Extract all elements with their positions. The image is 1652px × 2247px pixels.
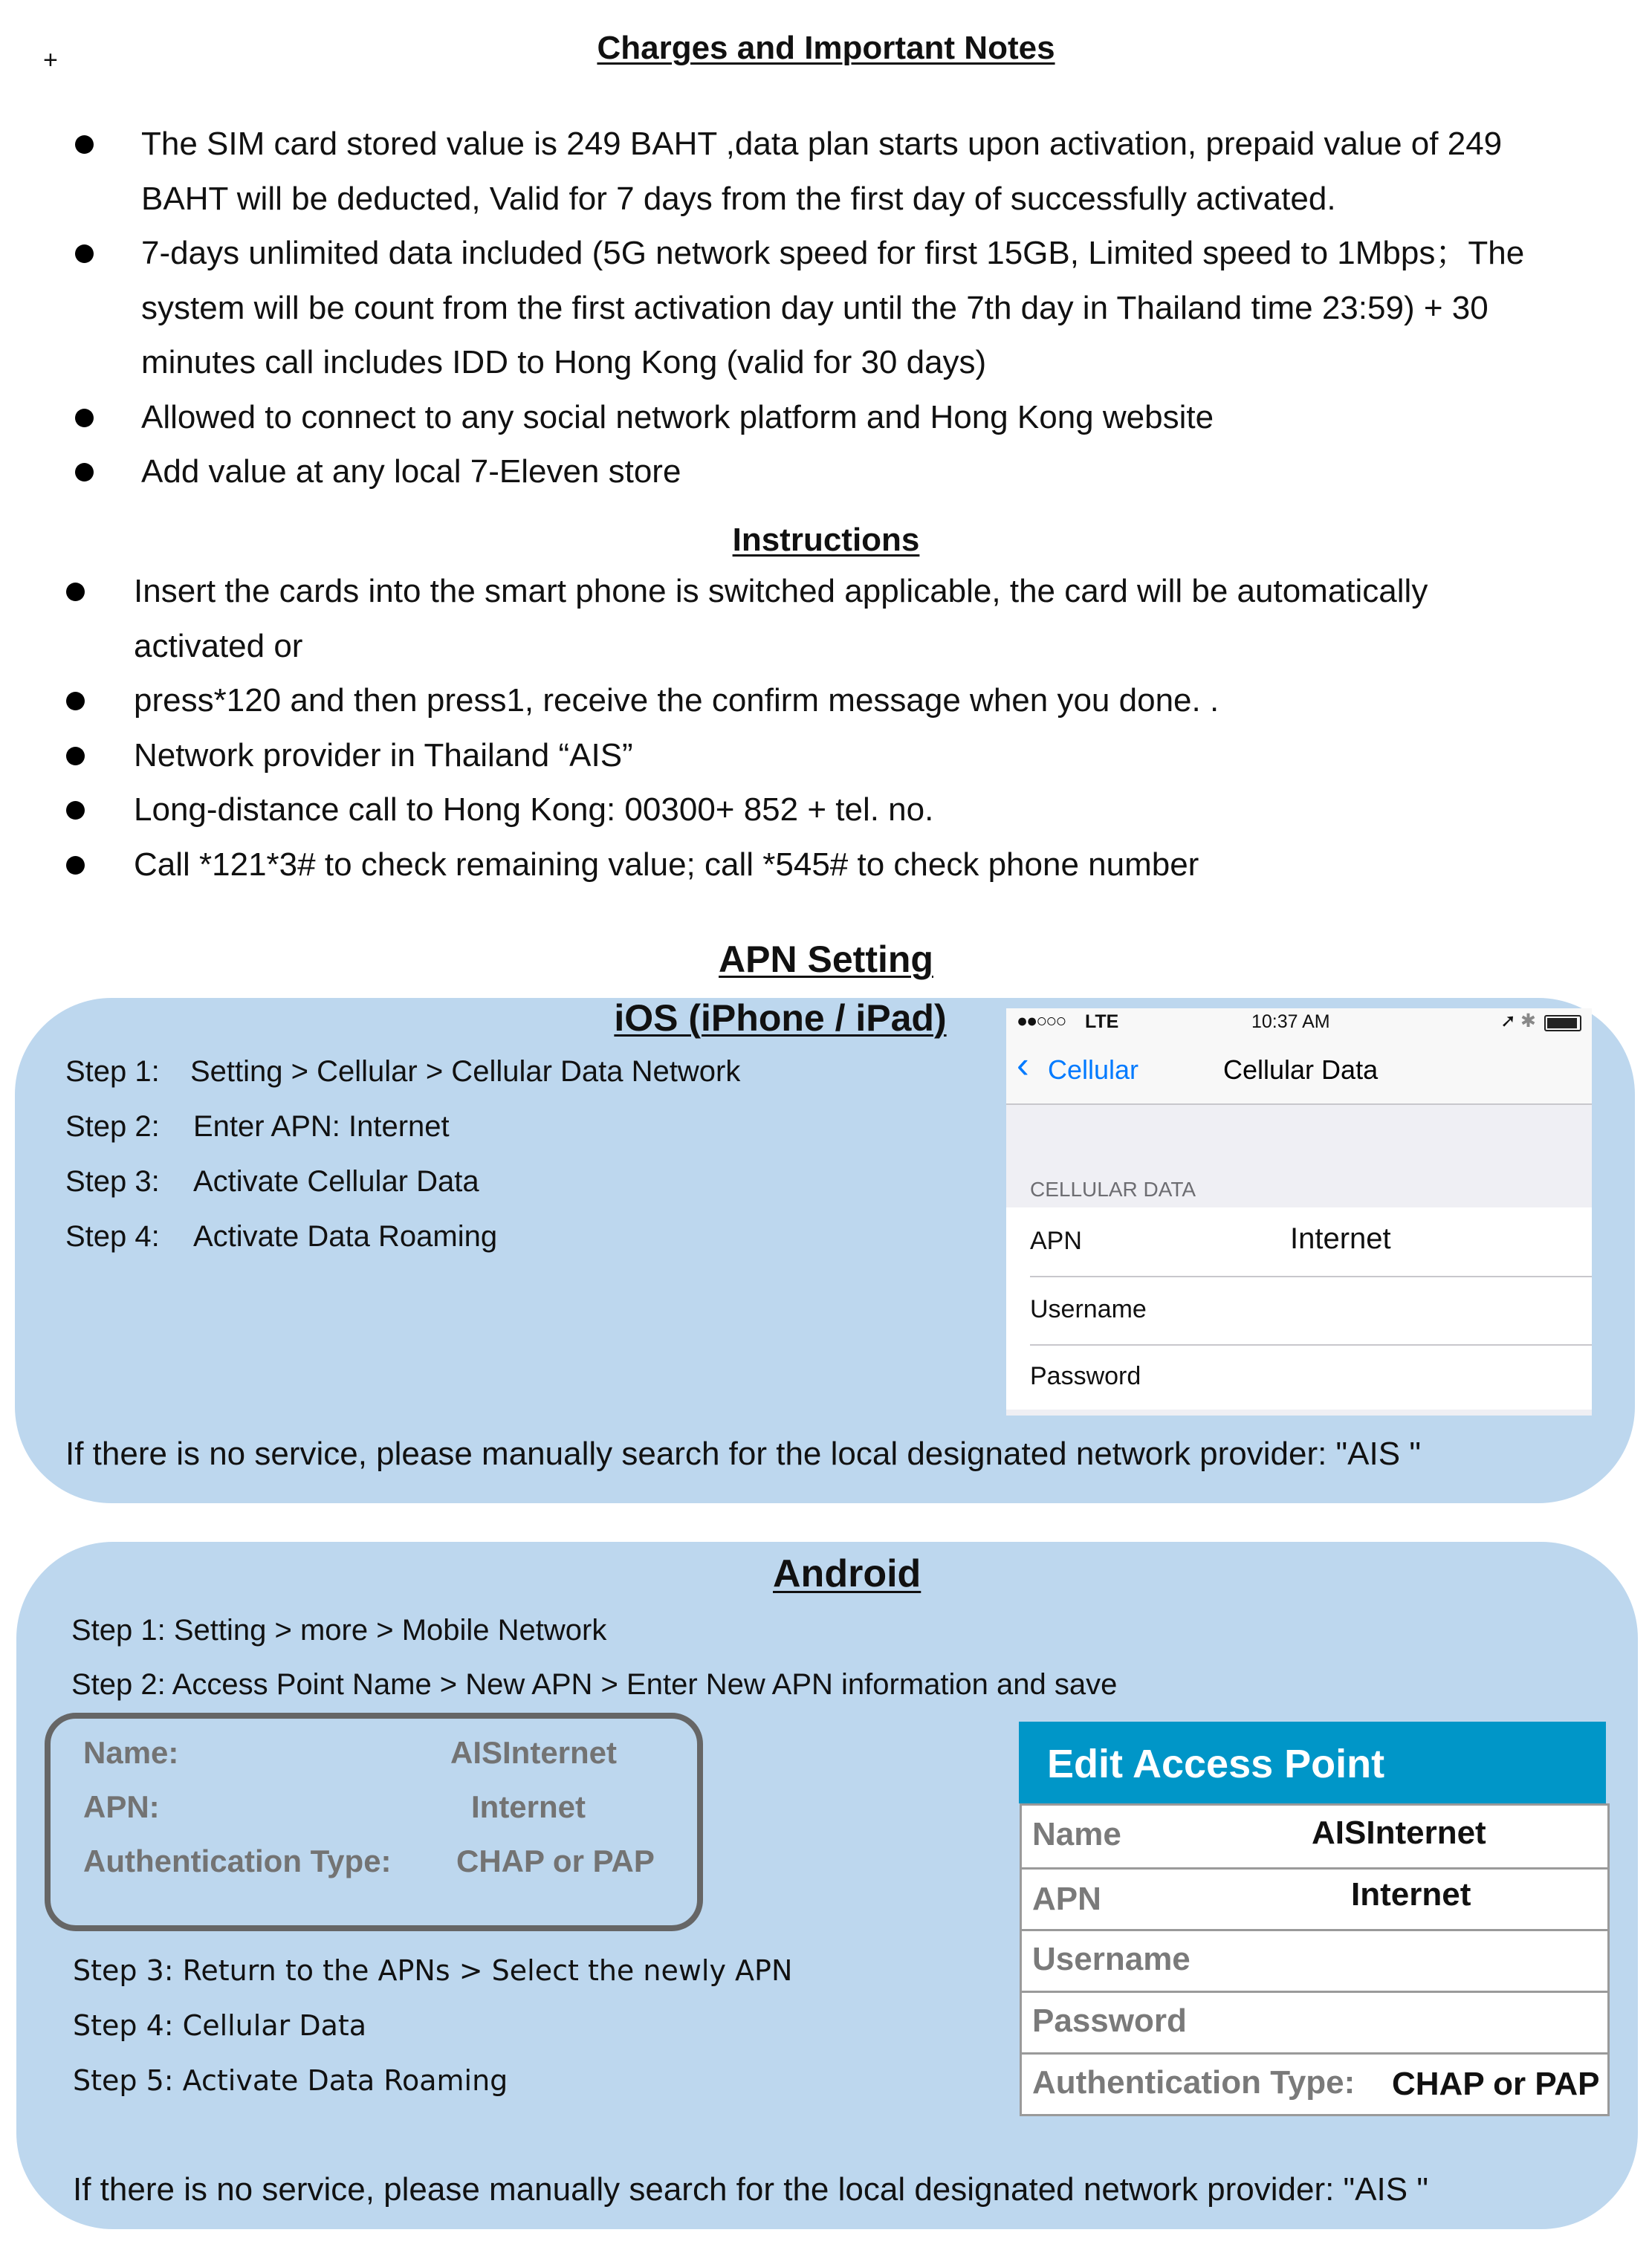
android-title: Android [773, 1552, 921, 1595]
password-field-row[interactable]: Password [1022, 1991, 1607, 2055]
list-item: Insert the cards into the smart phone is switched applicable, the card will be automatically activated or [0, 564, 1501, 673]
auth-type-field[interactable]: CHAP or PAP [1392, 2066, 1600, 2102]
list-item: press*120 and then press1, receive the confirm message when you done. . [0, 673, 1501, 728]
password-row[interactable]: Password [1006, 1346, 1592, 1410]
auth-type-field-row[interactable]: Authentication Type: CHAP or PAP [1032, 2064, 1600, 2102]
android-no-service-note: If there is no service, please manually search for the local designated network provider: "AIS " [73, 2171, 1428, 2208]
bullet-icon [66, 856, 85, 875]
signal-icon: ●●○○○ [1017, 1011, 1066, 1031]
edit-access-point-header: Edit Access Point [1019, 1722, 1606, 1803]
plus-mark: + [43, 46, 58, 74]
ios-screenshot [1006, 1008, 1592, 1416]
list-item: Allowed to connect to any social network platform and Hong Kong website [0, 390, 1568, 445]
list-item: Network provider in Thailand “AIS” [0, 728, 1501, 783]
name-field-row[interactable]: Name AISInternet [1022, 1806, 1607, 1870]
chevron-left-icon[interactable]: ‹ [1017, 1044, 1029, 1086]
android-step-1: Step 1: Setting > more > Mobile Network [71, 1614, 607, 1647]
android-step-3: Step 3: Return to the APNs > Select the newly APN [73, 1954, 793, 1987]
apn-field[interactable]: Internet [1290, 1222, 1391, 1255]
charges-list [0, 117, 1568, 499]
battery-icon [1544, 1015, 1581, 1031]
bullet-icon [75, 244, 94, 263]
carrier-label: LTE [1085, 1011, 1119, 1032]
nav-bar [1006, 1035, 1592, 1105]
instructions-title: Instructions [732, 522, 920, 558]
username-field-row[interactable]: Username [1022, 1929, 1607, 1993]
apn-field[interactable]: Internet [1351, 1876, 1471, 1913]
list-item: Call *121*3# to check remaining value; call *545# to check phone number [0, 837, 1501, 892]
bullet-icon [66, 801, 85, 820]
bullet-icon [66, 692, 85, 710]
section-header: CELLULAR DATA [1030, 1178, 1196, 1201]
apn-field-row[interactable]: APN Internet [1022, 1867, 1607, 1931]
ios-no-service-note: If there is no service, please manually search for the local designated network provider: "AIS " [65, 1436, 1421, 1472]
username-row[interactable]: Username [1006, 1277, 1592, 1346]
list-item: The SIM card stored value is 249 BAHT ,data plan starts upon activation, prepaid value of 249 BAHT will be deducted, Valid for 7 days from the first day of successfully activated. [0, 117, 1568, 226]
apn-config-box: Name: AISInternet APN: Internet Authentication Type: CHAP or PAP [45, 1713, 703, 1931]
list-item: 7-days unlimited data included (5G network speed for first 15GB, Limited speed to 1Mbps；The system will be count from the first activation day until the 7th day in Thailand time 23:59) + 30 minutes call includes IDD to Hong Kong (valid for 30 days) [0, 226, 1568, 390]
bullet-icon [66, 747, 85, 765]
charges-title: Charges and Important Notes [597, 30, 1055, 66]
screen-title: Cellular Data [1223, 1054, 1379, 1085]
status-time: 10:37 AM [1251, 1011, 1330, 1032]
instructions-list [0, 564, 1501, 892]
bullet-icon [75, 135, 94, 154]
android-step-2: Step 2: Access Point Name > New APN > Enter New APN information and save [71, 1668, 1118, 1701]
location-icon: ➚ [1500, 1011, 1516, 1031]
ios-step-4: Step 4: Activate Data Roaming [65, 1220, 498, 1253]
list-item: Long-distance call to Hong Kong: 00300+ 852 + tel. no. [0, 782, 1501, 837]
list-item: Add value at any local 7-Eleven store [0, 444, 1568, 499]
apn-setting-title: APN Setting [719, 938, 933, 980]
ios-step-2: Step 2: Enter APN: Internet [65, 1110, 450, 1143]
bullet-icon [66, 583, 85, 601]
ios-title: iOS (iPhone / iPad) [614, 997, 947, 1039]
bluetooth-icon: ✱ [1520, 1011, 1536, 1031]
ios-step-1: Step 1: Setting > Cellular > Cellular Data Network [65, 1055, 741, 1088]
ios-step-3: Step 3: Activate Cellular Data [65, 1165, 479, 1198]
edit-access-point-form [1020, 1803, 1610, 2116]
bullet-icon [75, 463, 94, 482]
status-bar [1006, 1008, 1592, 1035]
back-button[interactable]: Cellular [1048, 1054, 1139, 1085]
android-step-4: Step 4: Cellular Data [73, 2009, 367, 2042]
bullet-icon [75, 409, 94, 427]
name-field[interactable]: AISInternet [1312, 1815, 1486, 1851]
apn-row[interactable]: APN Internet [1006, 1207, 1592, 1277]
android-step-5: Step 5: Activate Data Roaming [73, 2064, 508, 2097]
